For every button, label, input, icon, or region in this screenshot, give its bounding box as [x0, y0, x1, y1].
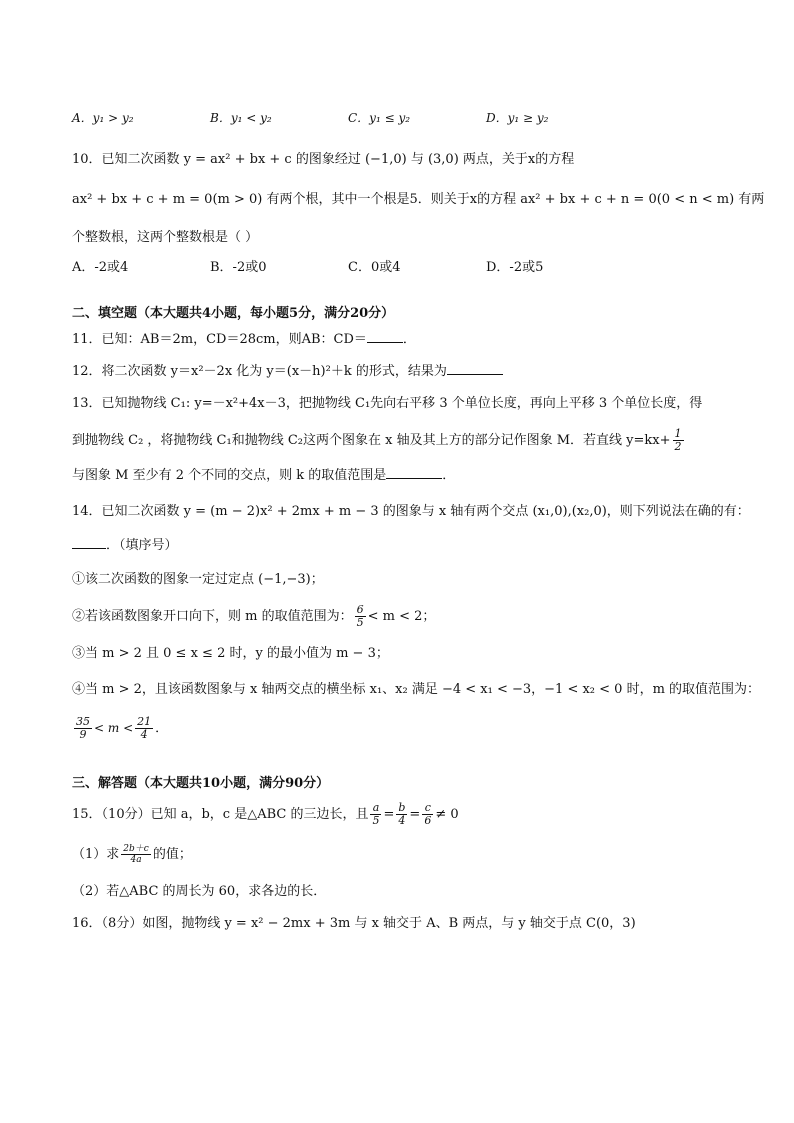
q15-frac-c-num: c: [422, 802, 433, 815]
q9-option-d[interactable]: D．y₁ ≥ y₂: [486, 111, 549, 125]
q13-line-3: [72, 466, 455, 486]
q14-ans-end: ．: [155, 721, 169, 736]
q16-text: 16．（8分）如图，抛物线 y = x² − 2mx + 3m 与 x 轴交于 A、B 两点，与 y 轴交于点 C(0，3): [72, 916, 636, 931]
q13-end: ．: [442, 468, 456, 483]
q10-option-a[interactable]: A．-2或4: [72, 260, 129, 275]
q14-ans-den-1: 9: [79, 728, 87, 741]
q9-option-c[interactable]: C．y₁ ≤ y₂: [348, 111, 411, 125]
q14-item-4: ④当 m > 2，且该函数图象与 x 轴两交点的横坐标 x₁、x₂ 满足 −4 < x₁ < −3，−1 < x₂ < 0 时，m 的取值范围为：: [72, 682, 761, 697]
section-2-title: 二、填空题（本大题共4小题，每小题5分，满分20分）: [72, 306, 395, 321]
q15-line-1: 15．（10分）已知 a，b，c 是△ABC 的三边长，且 $\frac{a}{5}$ = $\frac{b}{4}$ = $\frac{c}{6}$ ≠ 0: [72, 801, 459, 827]
q10-line-1: 10．已知二次函数 y = ax² + bx + c 的图象经过 (−1,0) 与 (3,0) 两点，关于x的方程: [72, 152, 575, 167]
q14-item-2-fraction: [355, 604, 366, 629]
q10-option-c[interactable]: C．0或4: [348, 260, 401, 275]
q15-sub-1-den: 4a: [130, 855, 142, 865]
q10-option-b[interactable]: B．-2或0: [210, 260, 267, 275]
q14-item-3: ③当 m > 2 且 0 ≤ x ≤ 2 时，y 的最小值为 m − 3；: [72, 646, 389, 661]
q9-option-b[interactable]: B．y₁ < y₂: [210, 111, 272, 125]
q14-item-1: ①该二次函数的图象一定过定点 (−1,−3)；: [72, 572, 324, 587]
q12: [72, 362, 503, 382]
q15-frac-a-num: a: [370, 802, 381, 815]
q14-item-2-post: < m < 2；: [367, 609, 436, 624]
q13-line-1: 13．已知抛物线 C₁: y=－x²+4x－3，把抛物线 C₁先向右平移 3 个单位长度，再向上平移 3 个单位长度，得: [72, 396, 703, 411]
q15-sub-2: （2）若△ABC 的周长为 60，求各边的长．: [72, 884, 327, 899]
q14-item-2: [72, 604, 435, 629]
q15-sub-1-fraction: [121, 844, 151, 865]
q13-frac-num: 1: [674, 427, 682, 440]
q10-line-3: 个整数根，这两个整数根是（ ）: [72, 230, 259, 245]
q15-frac-a-den: 5: [372, 814, 380, 827]
q11-answer-blank[interactable]: [367, 330, 403, 343]
q12-text: 12．将二次函数 y＝x²－2x 化为 y＝(x－h)²＋k 的形式，结果为: [72, 364, 447, 379]
q11: [72, 330, 416, 350]
section-3-title: 三、解答题（本大题共10小题，满分90分）: [72, 776, 330, 791]
q14-ans-mid: < m <: [94, 721, 134, 735]
q14-answer-blank[interactable]: [72, 536, 106, 549]
q15-sub-1-post: 的值；: [152, 847, 192, 862]
q15-frac-c: [422, 802, 433, 827]
q9-option-a[interactable]: A．y₁ > y₂: [72, 111, 134, 125]
q15-sub-1-num: 2b＋c: [123, 844, 149, 854]
q13-line-3-text: 与图象 M 至少有 2 个不同的交点，则 k 的取值范围是: [72, 468, 387, 483]
q14-ans-den-2: 4: [140, 728, 148, 741]
q13-answer-blank[interactable]: [386, 466, 442, 479]
q13-line-2-text: 到抛物线 C₂ ，将抛物线 C₁和抛物线 C₂这两个图象在 x 轴及其上方的部分记作图象 M．若直线 y=kx+: [72, 433, 671, 448]
q13-fraction: [673, 428, 684, 453]
q14-ans-num-2: 21: [137, 715, 152, 728]
q14-item-2-num: 6: [356, 603, 364, 616]
q15-sub-1: [72, 844, 192, 865]
q11-text: 11．已知：AB＝2m，CD＝28cm，则AB：CD＝: [72, 332, 367, 347]
q15-sub-1-pre: （1）求: [72, 847, 120, 862]
q14-answer-range: [72, 716, 168, 741]
q14-item-2-den: 5: [356, 616, 364, 629]
q10-line-2: ax² + bx + c + m = 0(m > 0) 有两个根，其中一个根是5．则关于x的方程 ax² + bx + c + n = 0(0 < n < m) 有两: [72, 192, 765, 207]
q15-frac-b: [396, 802, 407, 827]
q15-pre: 15．（10分）已知 a，b，c 是△ABC 的三边长，且: [72, 807, 369, 822]
q15-frac-b-den: 4: [398, 814, 406, 827]
q15-frac-c-den: 6: [424, 814, 432, 827]
q14-ans-frac-1: [74, 716, 92, 741]
q15-frac-a: [370, 802, 381, 827]
q13-line-2: [72, 428, 686, 453]
q15-post: ≠ 0: [435, 807, 459, 822]
q14-line-2-text: ．（填序号）: [106, 538, 178, 553]
q14-item-2-pre: ②若该函数图象开口向下，则 m 的取值范围为：: [72, 609, 353, 624]
q11-end: ．: [402, 332, 416, 347]
q13-frac-den: 2: [674, 440, 682, 453]
q14-line-2: [72, 536, 178, 556]
q10-option-d[interactable]: D．-2或5: [486, 260, 544, 275]
q12-answer-blank[interactable]: [447, 362, 503, 375]
q14-ans-num-1: 35: [76, 715, 90, 728]
q14-ans-frac-2: [135, 716, 153, 741]
q15-frac-b-num: b: [398, 801, 406, 814]
q14-line-1: 14．已知二次函数 y = (m − 2)x² + 2mx + m − 3 的图象与 x 轴有两个交点 (x₁,0),(x₂,0)，则下列说法在确的有：: [72, 504, 750, 519]
